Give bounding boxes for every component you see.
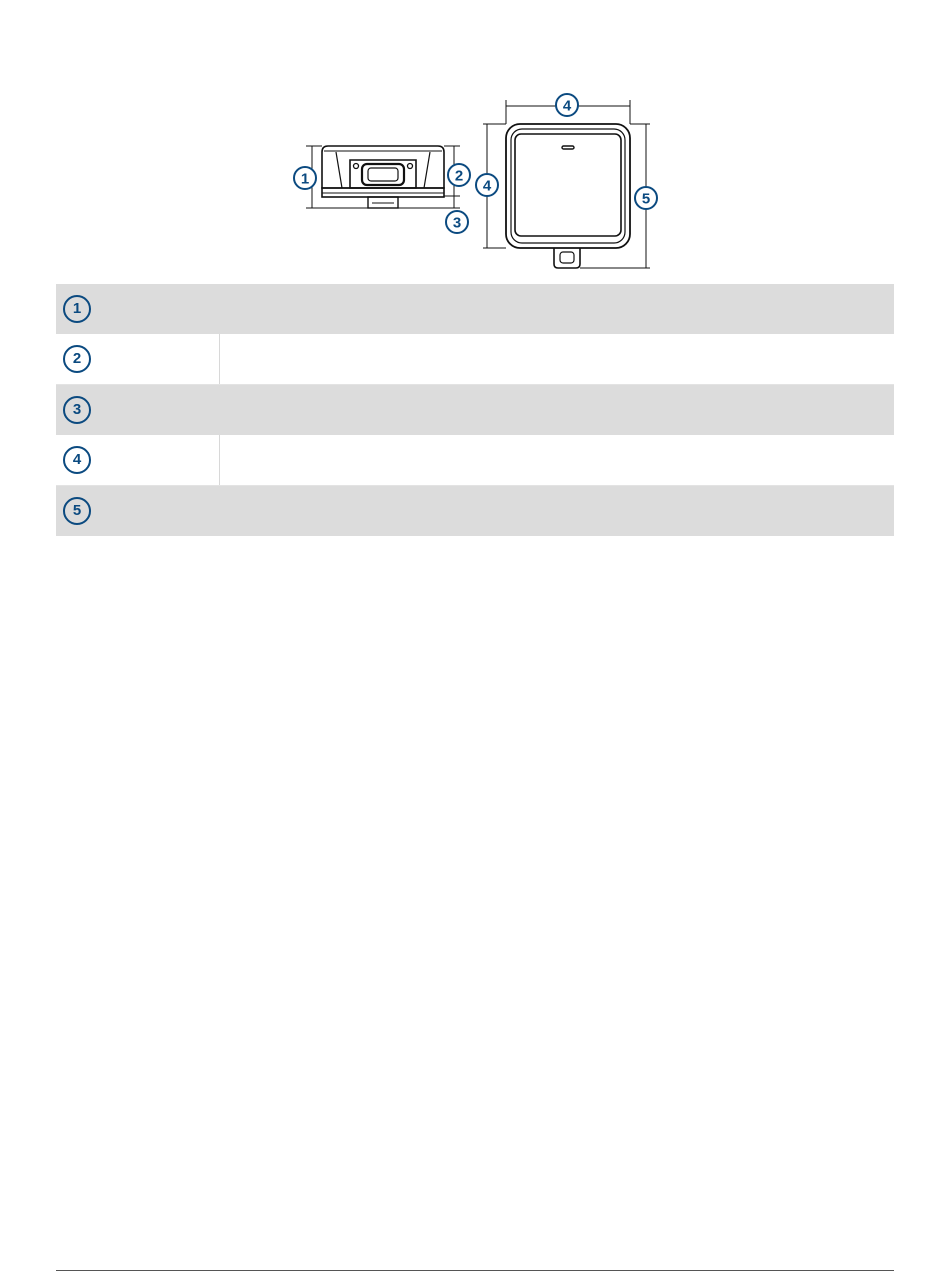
svg-text:4: 4 xyxy=(562,97,572,115)
callout-cell xyxy=(56,486,220,537)
callout-cell xyxy=(56,435,220,486)
side-view-dimension-lines xyxy=(306,146,460,208)
dimensions-table xyxy=(56,284,894,536)
svg-text:2: 2 xyxy=(454,167,464,185)
dimension-value xyxy=(220,486,895,537)
top-view-device xyxy=(506,124,630,268)
callout-3 xyxy=(446,211,468,233)
side-view-device xyxy=(322,146,444,208)
dimension-value xyxy=(220,284,895,334)
device-dimensions-figure xyxy=(0,0,950,280)
callout-badge: 5 xyxy=(63,497,91,525)
svg-text:4: 4 xyxy=(482,177,492,195)
table-row xyxy=(56,486,894,537)
callout-1 xyxy=(294,167,316,189)
footer-rule xyxy=(56,1270,894,1271)
callout-5 xyxy=(635,187,657,209)
table-row xyxy=(56,385,894,436)
callout-badge: 4 xyxy=(63,446,91,474)
table-row xyxy=(56,435,894,486)
table-row xyxy=(56,334,894,385)
callout-4-width xyxy=(556,94,578,116)
callout-cell xyxy=(56,385,220,436)
dimension-value xyxy=(220,435,895,486)
callout-badge: 1 xyxy=(63,295,91,323)
callout-badge: 3 xyxy=(63,396,91,424)
table-row xyxy=(56,284,894,334)
svg-text:3: 3 xyxy=(452,214,462,232)
callout-cell xyxy=(56,334,220,385)
callout-4-depth xyxy=(476,174,498,196)
dimension-value xyxy=(220,334,895,385)
callout-cell xyxy=(56,284,220,334)
svg-text:1: 1 xyxy=(300,170,310,188)
callout-2 xyxy=(448,164,470,186)
dimension-value xyxy=(220,385,895,436)
svg-text:5: 5 xyxy=(641,190,651,208)
callout-badge: 2 xyxy=(63,345,91,373)
